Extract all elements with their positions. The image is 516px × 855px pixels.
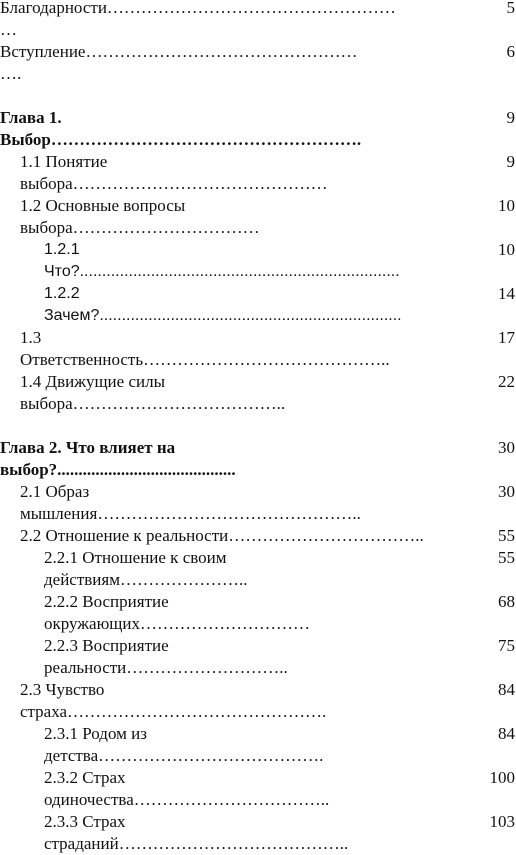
toc-entry-2-3[interactable] <box>0 679 516 723</box>
toc-entry-page: 5 <box>506 0 515 17</box>
toc-entry-page: 100 <box>489 768 515 787</box>
toc-entry-2-3-2[interactable] <box>0 767 516 811</box>
toc-entry-title: Вступление………………………………………… …. <box>0 42 358 83</box>
toc-entry-2-3-3[interactable] <box>0 811 516 855</box>
toc-entry-introduction[interactable] <box>0 41 516 85</box>
toc-entry-page: 30 <box>498 482 515 501</box>
toc-entry-title: 1.2.2 Зачем?.................................................................... <box>44 285 402 324</box>
toc-entry-title: 1.2 Основные вопросы выбора…………………………… <box>20 196 260 237</box>
toc-entry-title: 2.2.3 Восприятие реальности……………………….. <box>44 636 288 677</box>
toc-entry-page: 75 <box>498 636 515 655</box>
toc-entry-title: 2.2.2 Восприятие окружающих………………………… <box>44 592 310 633</box>
toc-entry-title: 2.2.1 Отношение к своим действиям………………….. <box>44 548 248 589</box>
toc-entry-title: 2.3.3 Страх страданий………………………………….. <box>44 812 349 853</box>
toc-entry-page: 6 <box>506 42 515 61</box>
toc-entry-page: 30 <box>498 438 515 457</box>
toc-entry-page: 17 <box>498 328 515 347</box>
toc-entry-page: 9 <box>506 152 515 171</box>
toc-entry-page: 55 <box>498 548 515 567</box>
toc-entry-title: 2.3.1 Родом из детства…………………………………. <box>44 724 324 765</box>
toc-entry-2-2[interactable] <box>0 525 516 547</box>
toc-entry-page: 103 <box>489 812 515 831</box>
toc-entry-2-1[interactable] <box>0 481 516 525</box>
toc-entry-title: Благодарности…………………………………………… … <box>0 0 396 39</box>
toc-entry-page: 9 <box>506 108 515 127</box>
toc-entry-title: 1.3 Ответственность…………………………………….. <box>20 328 390 369</box>
toc-entry-page: 22 <box>498 372 515 391</box>
toc-entry-1-2-1[interactable] <box>0 239 516 283</box>
toc-entry-page: 10 <box>498 240 515 259</box>
toc-entry-title: 2.1 Образ мышления……………………………………….. <box>20 482 361 523</box>
toc-entry-2-3-1[interactable] <box>0 723 516 767</box>
toc-entry-1-2[interactable] <box>0 195 516 239</box>
toc-entry-page: 14 <box>498 284 515 303</box>
toc-entry-title: 2.2 Отношение к реальности…………………………….. <box>20 526 424 545</box>
toc-entry-page: 84 <box>498 680 515 699</box>
toc-entry-1-1[interactable] <box>0 151 516 195</box>
toc-entry-acknowledgements[interactable] <box>0 0 516 41</box>
toc-entry-1-2-2[interactable] <box>0 283 516 327</box>
toc-entry-title: 1.4 Движущие силы выбора……………………………….. <box>20 372 286 413</box>
toc-entry-title: 2.3.2 Страх одиночества…………………………….. <box>44 768 330 809</box>
toc-entry-title: 2.3 Чувство страха………………………………………. <box>20 680 327 721</box>
toc-entry-title: 1.2.1 Что?........................................................................ <box>44 241 400 280</box>
toc-entry-chapter-2[interactable] <box>0 437 516 481</box>
toc-entry-page: 84 <box>498 724 515 743</box>
toc-entry-page: 55 <box>498 526 515 545</box>
toc-entry-1-3[interactable] <box>0 327 516 371</box>
toc-entry-page: 68 <box>498 592 515 611</box>
toc-entry-title: 1.1 Понятие выбора……………………………………… <box>20 152 328 193</box>
toc-entry-page: 10 <box>498 196 515 215</box>
toc-entry-2-2-2[interactable] <box>0 591 516 635</box>
toc-entry-1-4[interactable] <box>0 371 516 415</box>
toc-entry-2-2-3[interactable] <box>0 635 516 679</box>
toc-entry-2-2-1[interactable] <box>0 547 516 591</box>
toc-entry-chapter-1[interactable] <box>0 107 516 151</box>
toc-entry-title: Глава 2. Что влияет на выбор?.......................................... <box>0 438 236 479</box>
toc-entry-title: Глава 1. Выбор………………………………………………. <box>0 108 362 149</box>
